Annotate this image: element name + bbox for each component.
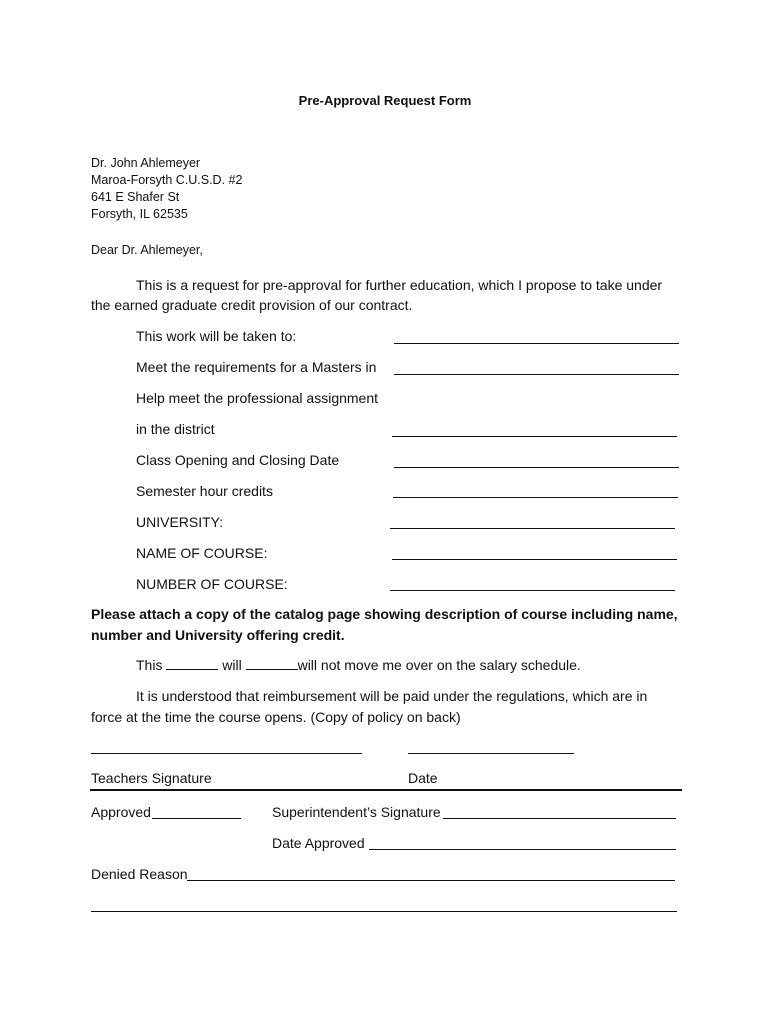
semester-hours-field[interactable] [393,497,678,498]
denied-reason-label: Denied Reason [91,866,188,882]
recipient-city: Forsyth, IL 62535 [91,207,188,221]
label-professional-assignment: Help meet the professional assignment [136,390,379,406]
label-work-taken-to: This work will be taken to: [136,328,297,344]
section-divider [90,789,682,791]
page-title: Pre-Approval Request Form [298,93,472,108]
course-number-field[interactable] [390,590,675,591]
label-semester-hours: Semester hour credits [136,483,273,499]
teacher-date-label: Date [408,770,438,786]
label-university: UNIVERSITY: [136,514,224,530]
approved-label: Approved [91,804,151,820]
masters-field[interactable] [394,374,679,375]
denied-reason-field[interactable] [187,880,675,881]
teacher-signature-field[interactable] [91,753,362,754]
salutation: Dear Dr. Ahlemeyer, [91,243,203,257]
recipient-street: 641 E Shafer St [91,190,180,204]
label-in-district: in the district [136,421,215,437]
superintendent-signature-label: Superintendent’s Signature [272,804,441,820]
course-name-field[interactable] [392,559,677,560]
attach-notice-line-2: number and University offering credit. [91,627,345,643]
recipient-org: Maroa-Forsyth C.U.S.D. #2 [91,173,243,187]
salary-this-blank[interactable] [166,657,218,670]
salary-this: This [136,657,163,673]
label-course-number: NUMBER OF COURSE: [136,576,288,592]
date-approved-field[interactable] [369,849,676,850]
approved-field[interactable] [152,818,241,819]
label-course-name: NAME OF COURSE: [136,545,268,561]
work-taken-to-field[interactable] [394,343,679,344]
salary-line [136,657,581,673]
reimbursement-line-2: force at the time the course opens. (Copy of policy on back) [91,709,461,725]
professional-assignment-field[interactable] [392,436,677,437]
superintendent-signature-field[interactable] [443,818,676,819]
salary-rest: will not move me over on the salary schedule. [297,657,581,673]
intro-line-2: the earned graduate credit provision of our contract. [91,297,413,313]
class-dates-field[interactable] [394,467,679,468]
reimbursement-line-1: It is understood that reimbursement will be paid under the regulations, which are in [136,688,648,704]
date-approved-label: Date Approved [272,835,365,851]
salary-will-blank[interactable] [246,657,298,670]
teacher-date-field[interactable] [408,753,574,754]
teacher-signature-label: Teachers Signature [91,770,212,786]
label-class-dates: Class Opening and Closing Date [136,452,340,468]
attach-notice-line-1: Please attach a copy of the catalog page showing description of course including name, [91,606,678,622]
recipient-name: Dr. John Ahlemeyer [91,156,201,170]
salary-will: will [222,657,242,673]
label-masters: Meet the requirements for a Masters in [136,359,377,375]
intro-line-1: This is a request for pre-approval for further education, which I propose to take under [136,277,663,293]
denied-reason-extra-line[interactable] [91,911,677,912]
university-field[interactable] [390,528,675,529]
